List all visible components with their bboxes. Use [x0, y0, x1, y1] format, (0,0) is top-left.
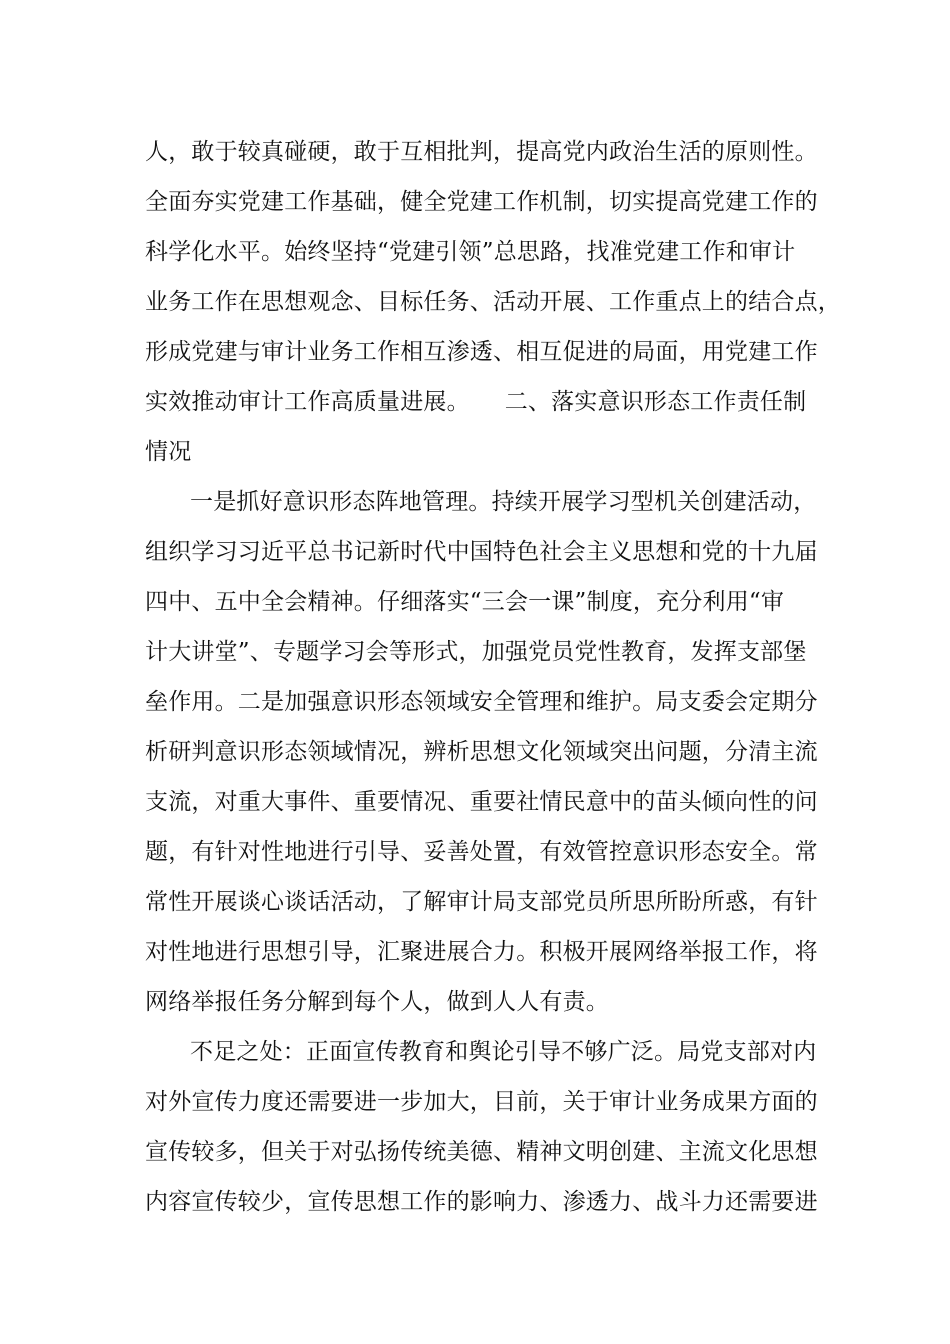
text-line: 科学化水平。始终坚持“党建引领”总思路，找准党建工作和审计 [145, 239, 796, 265]
text-line: 内容宣传较少，宣传思想工作的影响力、渗透力、战斗力还需要进 [145, 1189, 818, 1215]
paragraph-start: 一是抓好意识形态阵地管理。持续开展学习型机关创建活动， [190, 489, 817, 515]
text-line: 计大讲堂”、专题学习会等形式，加强党员党性教育，发挥支部堡 [145, 639, 807, 665]
text-line: 对外宣传力度还需要进一步加大，目前，关于审计业务成果方面的 [145, 1089, 818, 1115]
section-heading-end: 情况 [145, 439, 192, 465]
text-line: 业务工作在思想观念、目标任务、活动开展、工作重点上的结合点， [145, 289, 841, 315]
text-line: 垒作用。二是加强意识形态领域安全管理和维护。局支委会定期分 [145, 689, 818, 715]
text-line: 组织学习习近平总书记新时代中国特色社会主义思想和党的十九届 [145, 539, 818, 565]
text-line: 全面夯实党建工作基础，健全党建工作机制，切实提高党建工作的 [145, 189, 818, 215]
paragraph-start: 不足之处：正面宣传教育和舆论引导不够广泛。局党支部对内 [190, 1039, 817, 1065]
text-line: 网络举报任务分解到每个人，做到人人有责。 [145, 989, 609, 1015]
text-line: 实效推动审计工作高质量进展。 二、落实意识形态工作责任制 [145, 389, 807, 415]
text-line: 常性开展谈心谈话活动，了解审计局支部党员所思所盼所惑，有针 [145, 889, 818, 915]
text-line: 支流，对重大事件、重要情况、重要社情民意中的苗头倾向性的问 [145, 789, 818, 815]
text-line: 题，有针对性地进行引导、妥善处置，有效管控意识形态安全。常 [145, 839, 818, 865]
text-line: 人，敢于较真碰硬，敢于互相批判，提高党内政治生活的原则性。 [145, 139, 818, 165]
text-line: 析研判意识形态领域情况，辨析思想文化领域突出问题，分清主流 [145, 739, 818, 765]
text-line: 对性地进行思想引导，汇聚进展合力。积极开展网络举报工作，将 [145, 939, 818, 965]
text-line: 形成党建与审计业务工作相互渗透、相互促进的局面，用党建工作 [145, 339, 818, 365]
text-line: 宣传较多，但关于对弘扬传统美德、精神文明创建、主流文化思想 [145, 1139, 818, 1165]
text-line: 四中、五中全会精神。仔细落实“三会一课”制度，充分利用“审 [145, 589, 785, 615]
